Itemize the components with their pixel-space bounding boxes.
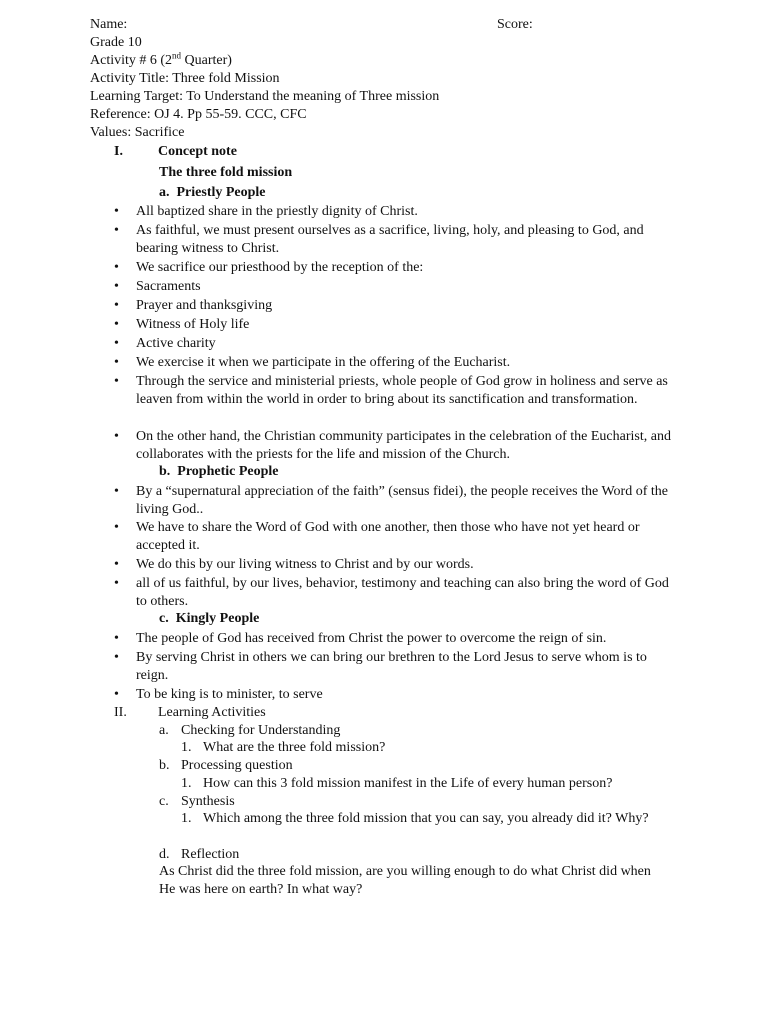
section-numeral: I. <box>114 144 123 159</box>
learning-target-line: Learning Target: To Understand the meaning of Three mission <box>90 89 440 104</box>
bullet-text: On the other hand, the Christian community participates in the celebration of the Eucharist, and collaborates with the priests for the life and mission of the Church. <box>136 429 671 462</box>
subsection-prophetic <box>159 463 279 481</box>
bullet-text: Active charity <box>136 336 216 351</box>
question-text: Which among the three fold mission that you can say, you already did it? Why? <box>203 811 649 826</box>
question-number: 1. <box>181 740 192 755</box>
activity-title-line: Activity Title: Three fold Mission <box>90 71 280 86</box>
subsection-letter: a. <box>159 185 170 200</box>
bullet-icon: • <box>114 223 119 238</box>
name-label: Name: <box>90 17 128 32</box>
bullet-text: Through the service and ministerial priests, whole people of God grow in holiness and serve as leaven from within the world in order to bring about its sanctification and transformation. <box>136 374 668 407</box>
section-numeral: II. <box>114 705 127 720</box>
question-number: 1. <box>181 776 192 791</box>
section-heading: Concept note <box>158 144 237 159</box>
bullet-text: By a “supernatural appreciation of the faith” (sensus fidei), the people receives the Word of the living God.. <box>136 484 668 517</box>
bullet-text: We have to share the Word of God with one another, then those who have not yet heard or accepted it. <box>136 520 640 553</box>
subsection-title: Prophetic People <box>177 464 279 479</box>
bullet-icon: • <box>114 557 119 572</box>
section-heading: Learning Activities <box>158 705 266 720</box>
activity-letter: d. <box>159 847 170 862</box>
subsection-title: Kingly People <box>175 611 260 626</box>
bullet-text: All baptized share in the priestly dignity of Christ. <box>136 204 418 219</box>
header-block <box>90 16 710 142</box>
subsection-kingly <box>159 610 259 628</box>
score-label: Score: <box>497 17 533 32</box>
bullet-icon: • <box>114 317 119 332</box>
bullet-icon: • <box>114 631 119 646</box>
values-line: Values: Sacrifice <box>90 125 185 140</box>
bullet-icon: • <box>114 204 119 219</box>
bullet-text: Sacraments <box>136 279 201 294</box>
bullet-text: all of us faithful, by our lives, behavior, testimony and teaching can also bring the word of God to others. <box>136 576 669 609</box>
activity-number-superscript: nd <box>172 50 182 61</box>
bullet-text: Witness of Holy life <box>136 317 250 332</box>
reference-line: Reference: OJ 4. Pp 55-59. CCC, CFC <box>90 107 307 122</box>
activity-title: Reflection <box>181 847 240 862</box>
bullet-icon: • <box>114 260 119 275</box>
bullet-text: We do this by our living witness to Christ and by our words. <box>136 557 474 572</box>
subsection-priestly <box>159 184 266 202</box>
grade-line: Grade 10 <box>90 35 142 50</box>
bullet-icon: • <box>114 279 119 294</box>
bullet-text: To be king is to minister, to serve <box>136 687 323 702</box>
question-number: 1. <box>181 811 192 826</box>
activity-number-prefix: Activity # 6 (2 <box>90 53 173 68</box>
activity-number-suffix: Quarter) <box>181 53 232 68</box>
bullet-icon: • <box>114 484 119 499</box>
bullet-icon: • <box>114 336 119 351</box>
concept-subheading: The three fold mission <box>159 165 293 180</box>
activity-title: Synthesis <box>181 794 235 809</box>
bullet-text: The people of God has received from Christ the power to overcome the reign of sin. <box>136 631 607 646</box>
bullet-text: By serving Christ in others we can bring our brethren to the Lord Jesus to serve whom is to reign. <box>136 650 647 683</box>
bullet-text: Prayer and thanksgiving <box>136 298 273 313</box>
activity-number-line <box>90 52 710 70</box>
bullet-icon: • <box>114 429 119 444</box>
bullet-text: We exercise it when we participate in the offering of the Eucharist. <box>136 355 511 370</box>
activity-letter: a. <box>159 723 169 738</box>
bullet-text: We sacrifice our priesthood by the reception of the: <box>136 260 424 275</box>
activity-title: Checking for Understanding <box>181 723 341 738</box>
activity-letter: b. <box>159 758 170 773</box>
bullet-icon: • <box>114 520 119 535</box>
reflection-text: As Christ did the three fold mission, are you willing enough to do what Christ did when He was here on earth? In what way? <box>159 864 651 897</box>
bullet-icon: • <box>114 355 119 370</box>
question-text: How can this 3 fold mission manifest in the Life of every human person? <box>203 776 613 791</box>
bullet-icon: • <box>114 374 119 389</box>
bullet-icon: • <box>114 650 119 665</box>
question-text: What are the three fold mission? <box>203 740 386 755</box>
subsection-title: Priestly People <box>176 185 266 200</box>
bullet-text: As faithful, we must present ourselves as a sacrifice, living, holy, and pleasing to God, and bearing witness to Christ. <box>136 223 644 256</box>
bullet-icon: • <box>114 576 119 591</box>
subsection-letter: c. <box>159 611 169 626</box>
bullet-icon: • <box>114 687 119 702</box>
bullet-icon: • <box>114 298 119 313</box>
subsection-letter: b. <box>159 464 171 479</box>
activity-letter: c. <box>159 794 169 809</box>
activity-title: Processing question <box>181 758 293 773</box>
